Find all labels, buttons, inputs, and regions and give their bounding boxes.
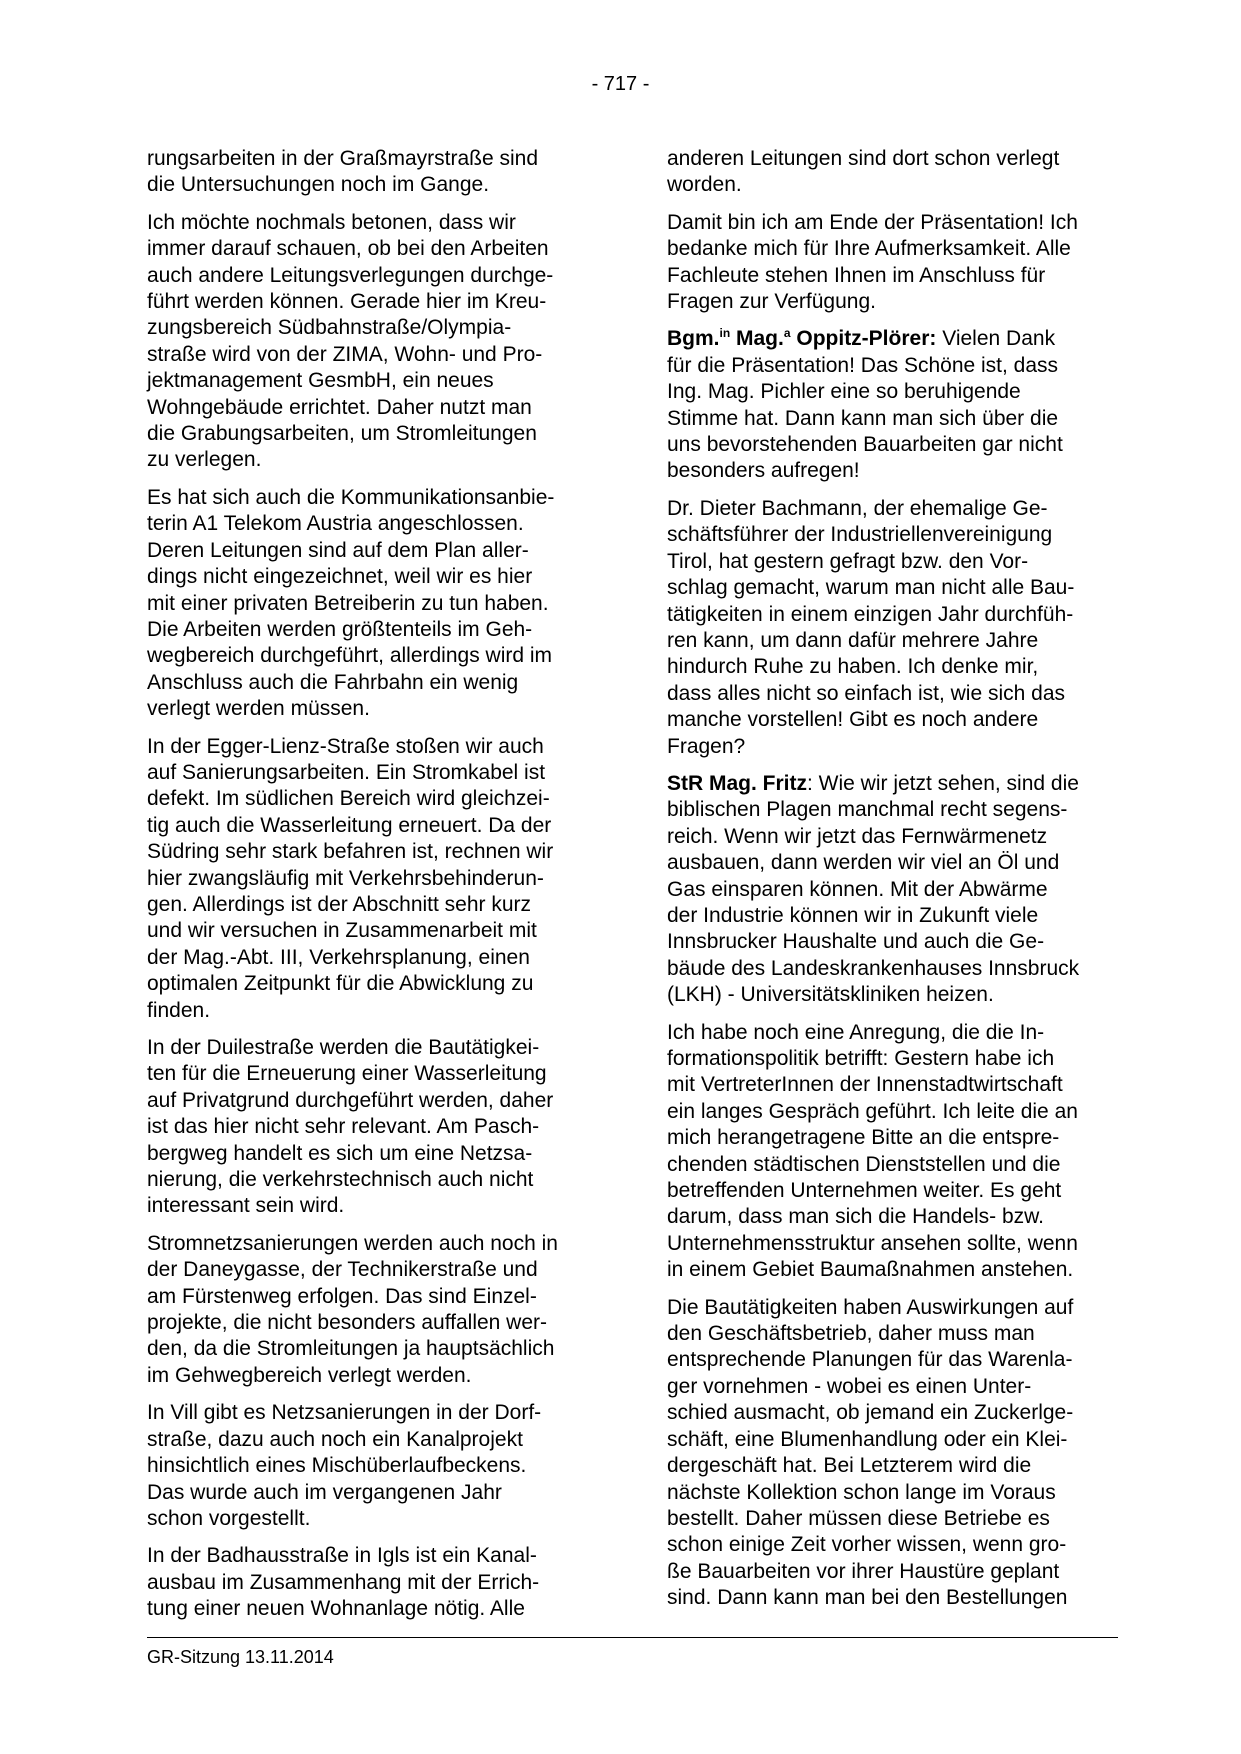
paragraph: In der Egger-Lienz-Straße stoßen wir auch auf Sanierungsarbeiten. Ein Stromkabel ist defekt. Im südlichen Bereich wird gleichzei- tig auch die Wasserleitung erneuert. Da der Südring sehr stark befahren ist, rechnen wir hier zwangsläufig mit Verkehrsbehinderun- gen. Allerdings ist der Abschnitt sehr kurz und wir versuchen in Zusammenarbeit mit der Mag.-Abt. III, Verkehrsplanung, einen optimalen Zeitpunkt für die Abwicklung zu finden. <box>147 734 554 1022</box>
paragraph: rungsarbeiten in der Graßmayrstraße sind die Untersuchungen noch im Gange. <box>147 147 538 197</box>
paragraph: Ich möchte nochmals betonen, dass wir immer darauf schauen, ob bei den Arbeiten auch andere Leitungsverlegungen durchge- führt werden können. Gerade hier im Kreu- zungsbereich Südbahnstraße/Olympia- straße wird von der ZIMA, Wohn- und Pro- jektmanagement GesmbH, ein neues Wohngebäude errichtet. Daher nutzt man die Grabungsarbeiten, um Stromleitungen zu verlegen. <box>147 210 554 472</box>
speaker-title-superscript: in <box>719 326 731 341</box>
paragraph: Es hat sich auch die Kommunikationsanbie- terin A1 Telekom Austria angeschlossen. Deren Leitungen sind auf dem Plan aller- dings nicht eingezeichnet, weil wir es hier mit einer privaten Betreiberin zu tun haben. Die Arbeiten werden größtenteils im Geh- wegbereich durchgeführt, allerdings wird im Anschluss auch die Fahrbahn ein wenig verlegt werden müssen. <box>147 485 555 721</box>
speech-text: Vielen Dank für die Präsentation! Das Schöne ist, dass Ing. Mag. Pichler eine so beruhigende Stimme hat. Dann kann man sich über die uns bevorstehenden Bauarbeiten gar nicht besonders aufregen! <box>667 327 1063 483</box>
left-column <box>147 146 599 1634</box>
page-number: - 717 - <box>591 73 650 95</box>
speaker-name-mayor <box>667 327 936 350</box>
paragraph: In der Badhausstraße in Igls ist ein Kanal- ausbau im Zusammenhang mit der Errich- tung einer neuen Wohnanlage nötig. Alle <box>147 1544 540 1621</box>
paragraph: Damit bin ich am Ende der Präsentation! Ich bedanke mich für Ihre Aufmerksamkeit. Alle Fachleute stehen Ihnen im Anschluss für Fragen zur Verfügung. <box>667 210 1078 314</box>
speech-text: : Wie wir jetzt sehen, sind die biblischen Plagen manchmal recht segens- reich. Wenn wir jetzt das Fernwärmenetz ausbauen, dann werden wir viel an Öl und Gas einsparen können. Mit der Abwärme der Industrie können wir in Zukunft viele Innsbrucker Haushalte und auch die Ge- bäude des Landeskrankenhauses Innsbruck (LKH) - Universitätskliniken heizen. <box>667 771 1080 1007</box>
speech-mayor <box>667 326 1119 484</box>
paragraph: Stromnetzsanierungen werden auch noch in der Daneygasse, der Technikerstraße und am Fürstenweg erfolgen. Das sind Einzel- projekte, die nicht besonders auffallen wer- den, da die Stromleitungen ja hauptsächlich im Gehwegbereich verlegt werden. <box>147 1231 558 1387</box>
paragraph: Die Bautätigkeiten haben Auswirkungen auf den Geschäftsbetrieb, daher muss man entsprechende Planungen für das Warenla- ger vornehmen - wobei es einen Unter- schied ausmacht, ob jemand ein Zuckerlge- schäft, eine Blumenhandlung oder ein Klei- dergeschäft hat. Bei Letzterem wird die nächste Kollektion schon lange im Voraus bestellt. Daher müssen diese Betriebe es schon einige Zeit vorher wissen, wenn gro- ße Bauarbeiten vor ihrer Haustüre geplant sind. Dann kann man bei den Bestellungen <box>667 1295 1074 1610</box>
speaker-surname: Oppitz-Plörer: <box>790 327 937 351</box>
paragraph: In Vill gibt es Netzsanierungen in der Dorf- straße, dazu auch noch ein Kanalprojekt hinsichtlich eines Mischüberlaufbeckens. Das wurde auch im vergangenen Jahr schon vorgestellt. <box>147 1401 542 1530</box>
speaker-title: Mag. <box>730 327 784 351</box>
right-column <box>667 146 1119 1623</box>
speaker-title-superscript: a <box>783 326 791 341</box>
paragraph: anderen Leitungen sind dort schon verlegt worden. <box>667 147 1060 197</box>
speaker-name-fritz: StR Mag. Fritz <box>667 771 807 795</box>
paragraph: In der Duilestraße werden die Bautätigkei- ten für die Erneuerung einer Wasserleitung auf Privatgrund durchgeführt werden, daher ist das hier nicht sehr relevant. Am Pasch- bergweg handelt es sich um eine Netzsa- nierung, die verkehrstechnisch auch nicht interessant sein wird. <box>147 1036 554 1218</box>
speech-fritz <box>667 771 1119 1009</box>
paragraph: Ich habe noch eine Anregung, die die In- formationspolitik betrifft: Gestern habe ich mit VertreterInnen der Innenstadtwirtschaft ein langes Gespräch geführt. Ich leite die an mich herangetragene Bitte an die entspre- chenden städtischen Dienststellen und die betreffenden Unternehmen weiter. Es geht darum, dass man sich die Handels- bzw. Unternehmensstruktur ansehen sollte, wenn in einem Gebiet Baumaßnahmen anstehen. <box>667 1020 1078 1282</box>
paragraph: Dr. Dieter Bachmann, der ehemalige Ge- schäftsführer der Industriellenvereinigung Tirol, hat gestern gefragt bzw. den Vor- schlag gemacht, warum man nicht alle Bau- tätigkeiten in einem einzigen Jahr durchfüh- ren kann, um dann dafür mehrere Jahre hindurch Ruhe zu haben. Ich denke mir, dass alles nicht so einfach ist, wie sich das manche vorstellen! Gibt es noch andere Fragen? <box>667 496 1075 758</box>
footer-session: GR-Sitzung 13.11.2014 <box>147 1647 334 1667</box>
footer-divider <box>147 1637 1118 1638</box>
speaker-title: Bgm. <box>667 327 720 351</box>
